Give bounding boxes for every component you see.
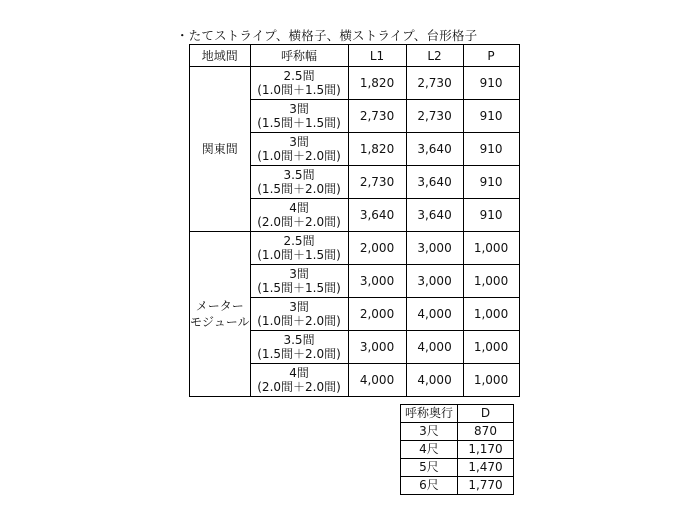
- width-name-cell: [250, 265, 348, 298]
- l1-cell: 3,000: [348, 331, 406, 364]
- width-name-cell: [250, 199, 348, 232]
- width-breakdown-label: (2.0間＋2.0間): [257, 380, 341, 394]
- width-name-cell: [250, 100, 348, 133]
- width-name-label: 3間: [289, 300, 309, 314]
- depth-row: [401, 423, 514, 441]
- l2-cell: 4,000: [406, 364, 463, 397]
- l2-cell: 4,000: [406, 331, 463, 364]
- depth-value-cell: 1,470: [458, 459, 514, 477]
- width-name-cell: [250, 298, 348, 331]
- depth-row: [401, 459, 514, 477]
- l1-cell: 2,000: [348, 298, 406, 331]
- width-breakdown-label: (1.0間＋1.5間): [257, 83, 341, 97]
- p-cell: 910: [463, 133, 519, 166]
- depth-header-row: [401, 405, 514, 423]
- l1-cell: 2,730: [348, 166, 406, 199]
- width-breakdown-label: (1.0間＋2.0間): [257, 149, 341, 163]
- width-name-label: 4間: [289, 366, 309, 380]
- width-name-cell: [250, 166, 348, 199]
- l1-cell: 2,730: [348, 100, 406, 133]
- width-name-label: 2.5間: [283, 234, 315, 248]
- p-cell: 1,000: [463, 331, 519, 364]
- l2-cell: 2,730: [406, 67, 463, 100]
- width-name-cell: [250, 364, 348, 397]
- p-cell: 910: [463, 166, 519, 199]
- width-breakdown-label: (1.5間＋1.5間): [257, 116, 341, 130]
- region-label: 関東間: [201, 142, 238, 156]
- width-breakdown-label: (1.0間＋1.5間): [257, 248, 341, 262]
- depth-value-cell: 1,170: [458, 441, 514, 459]
- width-name-cell: [250, 331, 348, 364]
- width-name-cell: [250, 67, 348, 100]
- p-cell: 910: [463, 100, 519, 133]
- p-cell: 1,000: [463, 298, 519, 331]
- width-breakdown-label: (1.5間＋1.5間): [257, 281, 341, 295]
- l2-cell: 3,640: [406, 199, 463, 232]
- width-breakdown-label: (1.5間＋2.0間): [257, 347, 341, 361]
- header-width-name: 呼称幅: [250, 45, 348, 67]
- l2-cell: 3,000: [406, 232, 463, 265]
- width-name-label: 2.5間: [283, 69, 315, 83]
- width-name-label: 3間: [289, 102, 309, 116]
- width-name-label: 3間: [289, 135, 309, 149]
- depth-value-cell: 1,770: [458, 477, 514, 495]
- width-breakdown-label: (1.0間＋2.0間): [257, 314, 341, 328]
- l2-cell: 3,640: [406, 166, 463, 199]
- l1-cell: 1,820: [348, 133, 406, 166]
- l2-cell: 4,000: [406, 298, 463, 331]
- table-row: [190, 232, 520, 265]
- depth-name-cell: 5尺: [401, 459, 458, 477]
- header-l1: L1: [348, 45, 406, 67]
- depth-name-cell: 4尺: [401, 441, 458, 459]
- depth-row: [401, 441, 514, 459]
- header-region: 地域間: [190, 45, 251, 67]
- width-name-label: 3.5間: [283, 333, 315, 347]
- width-name-cell: [250, 133, 348, 166]
- region-label: モジュール: [190, 315, 250, 329]
- header-l2: L2: [406, 45, 463, 67]
- l2-cell: 3,000: [406, 265, 463, 298]
- region-label: メーター: [195, 299, 244, 313]
- width-name-label: 4間: [289, 201, 309, 215]
- table-row: [190, 67, 520, 100]
- p-cell: 1,000: [463, 265, 519, 298]
- width-breakdown-label: (2.0間＋2.0間): [257, 215, 341, 229]
- depth-table: [400, 404, 514, 495]
- page-heading: ・たてストライプ、横格子、横ストライプ、台形格子: [176, 28, 478, 43]
- l1-cell: 2,000: [348, 232, 406, 265]
- width-breakdown-label: (1.5間＋2.0間): [257, 182, 341, 196]
- l2-cell: 3,640: [406, 133, 463, 166]
- l2-cell: 2,730: [406, 100, 463, 133]
- l1-cell: 3,640: [348, 199, 406, 232]
- depth-header-name: 呼称奥行: [401, 405, 458, 423]
- region-cell: [190, 232, 251, 397]
- width-name-label: 3.5間: [283, 168, 315, 182]
- p-cell: 1,000: [463, 364, 519, 397]
- l1-cell: 3,000: [348, 265, 406, 298]
- region-cell: [190, 67, 251, 232]
- header-p: P: [463, 45, 519, 67]
- depth-row: [401, 477, 514, 495]
- depth-name-cell: 3尺: [401, 423, 458, 441]
- p-cell: 910: [463, 67, 519, 100]
- depth-header-d: D: [458, 405, 514, 423]
- p-cell: 910: [463, 199, 519, 232]
- width-name-label: 3間: [289, 267, 309, 281]
- depth-name-cell: 6尺: [401, 477, 458, 495]
- width-table: [189, 44, 520, 397]
- depth-value-cell: 870: [458, 423, 514, 441]
- p-cell: 1,000: [463, 232, 519, 265]
- l1-cell: 1,820: [348, 67, 406, 100]
- width-name-cell: [250, 232, 348, 265]
- l1-cell: 4,000: [348, 364, 406, 397]
- header-row: [190, 45, 520, 67]
